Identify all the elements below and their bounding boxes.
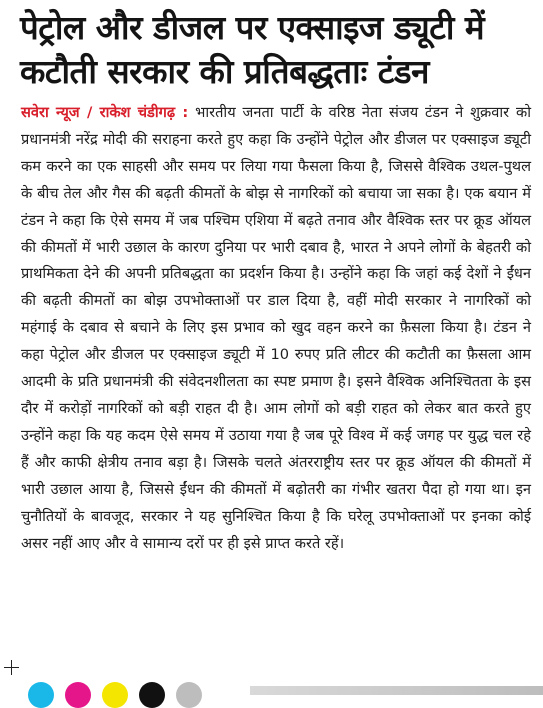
article-body	[0, 94, 543, 557]
byline: सवेरा न्यूज / राकेश चंडीगढ़ :	[21, 104, 189, 121]
yellow-swatch	[102, 682, 128, 708]
gray-swatch	[176, 682, 202, 708]
headline	[0, 0, 543, 94]
headline-line-2: कटौती सरकार की प्रतिबद्धताः टंडन	[20, 52, 429, 91]
black-swatch	[139, 682, 165, 708]
cyan-swatch	[28, 682, 54, 708]
article-body-text: भारतीय जनता पार्टी के वरिष्ठ नेता संजय टंडन ने शुक्रवार को प्रधानमंत्री नरेंद्र मोदी की सराहना करते हुए कहा कि उन्होंने पेट्रोल और डीजल पर एक्साइज ड्यूटी कम करने का एक साहसी और समय पर लिया गया फैसला किया है, जिससे वैश्विक उथल-पुथल के बीच तेल और गैस की बढ़ती कीमतों के बोझ से नागरिकों को बचाया जा सका है। एक बयान में टंडन ने कहा कि ऐसे समय में जब पश्चिम एशिया में बढ़ते तनाव और वैश्विक स्तर पर क्रूड ऑयल की कीमतों में भारी उछाल के कारण दुनिया पर भारी दबाव है, भारत ने अपने लोगों के बेहतरी को प्राथमिकता देने की अपनी प्रतिबद्धता का प्रदर्शन किया है। उन्होंने कहा कि जहां कई देशों ने ईंधन की बढ़ती कीमतों का बोझ उपभोक्ताओं पर डाल दिया है, वहीं मोदी सरकार ने नागरिकों को महंगाई के दबाव से बचाने के लिए इस प्रभाव को खुद वहन करने का फ़ैसला किया है। टंडन ने कहा पेट्रोल और डीजल पर एक्साइज ड्यूटी में 10 रुपए प्रति लीटर की कटौती का फ़ैसला आम आदमी के प्रति प्रधानमंत्री की संवेदनशीलता का स्पष्ट प्रमाण है। इसने वैश्विक अनिश्चितता के इस दौर में करोड़ों नागरिकों को बड़ी राहत दी है। आम लोगों को बड़ी राहत को लेकर बात करते हुए उन्होंने कहा कि यह कदम ऐसे समय में उठाया गया है जब पूरे विश्व में कई जगह पर युद्ध चल रहे हैं और काफी क्षेत्रीय तनाव बड़ा है। जिसके चलते अंतरराष्ट्रीय स्तर पर क्रूड ऑयल की कीमतों में भारी उछाल आया है, जिससे ईंधन की कीमतों में बढ़ोतरी का गंभीर खतरा पैदा हो गया था। इन चुनौतियों के बावजूद, सरकार ने यह सुनिश्चित किया है कि घरेलू उपभोक्ताओं पर इनका कोई असर नहीं आए और वे सामान्य दरों पर ही इसे प्राप्त करते रहें।	[21, 104, 531, 552]
print-color-bar	[28, 682, 202, 695]
headline-line-1: पेट्रोल और डीजल पर एक्साइज ड्यूटी में	[20, 8, 485, 47]
magenta-swatch	[65, 682, 91, 708]
gray-ramp-strip	[250, 686, 543, 695]
registration-mark-icon	[4, 660, 19, 675]
